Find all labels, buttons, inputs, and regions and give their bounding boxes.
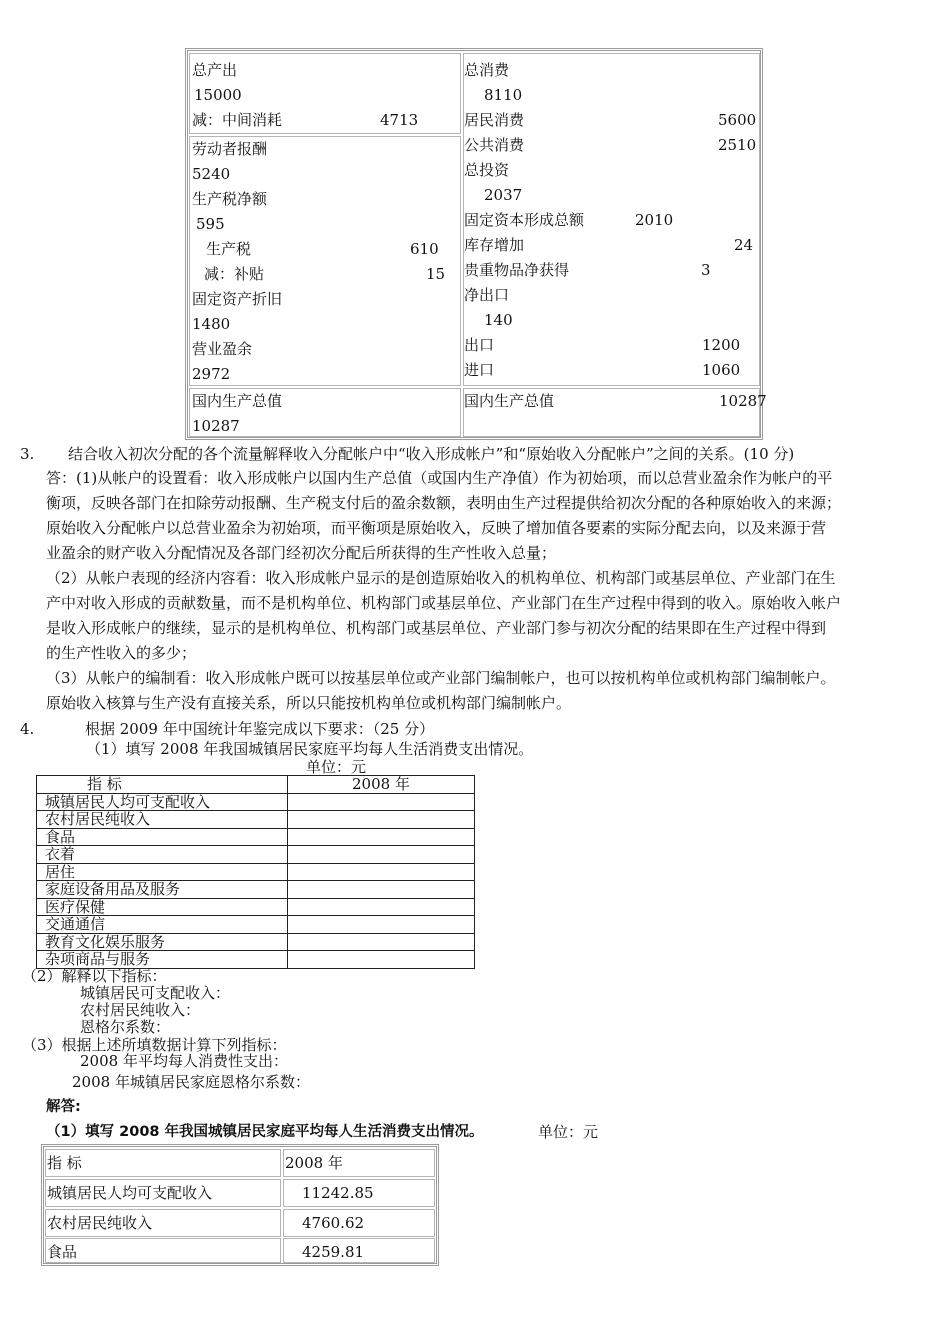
account-value: 610: [410, 240, 439, 258]
row-label: 城镇居民人均可支配收入: [37, 793, 288, 811]
account-text: 公共消费: [464, 136, 525, 154]
account-value: 8110: [484, 86, 523, 104]
table-row: [37, 846, 475, 864]
account-text: 固定资产折旧: [192, 290, 283, 308]
account-text: 贵重物品净获得: [464, 261, 570, 279]
sub3-item: 2008 年平均每人消费性支出：: [80, 1052, 288, 1070]
account-value: 140: [484, 311, 513, 329]
account-value: 1060: [702, 361, 741, 379]
account-left-middle-cell: [189, 136, 461, 386]
table-row: [37, 951, 475, 969]
account-text: 减：补贴: [204, 265, 265, 283]
answer-line: 答：(1)从帐户的设置看：收入形成帐户以国内生产总值（或国内生产净值）作为初始项，而以总营业盈余作为帐户的平: [46, 469, 833, 487]
row-label: 医疗保健: [37, 898, 288, 916]
account-left-bottom-cell: [189, 388, 461, 437]
account-value: 3: [701, 261, 711, 279]
account-text: 总消费: [464, 61, 510, 79]
account-text: 生产税: [206, 240, 252, 258]
answer-line: （3）从帐户的编制看：收入形成帐户既可以按基层单位或产业部门编制帐户，也可以按机构单位或机构部门编制帐户。: [46, 669, 836, 687]
account-text: 国内生产总值: [192, 392, 283, 410]
account-text: 进口: [464, 361, 495, 379]
question-4-title: 根据 2009 年中国统计年鉴完成以下要求：（25 分）: [85, 720, 435, 738]
row-value-blank[interactable]: [288, 828, 475, 846]
row-value-blank[interactable]: [288, 881, 475, 899]
table-row: [37, 916, 475, 934]
account-value: 4713: [380, 111, 419, 129]
answer-row-label: 城镇居民人均可支配收入: [45, 1179, 281, 1207]
question-4-sub1: （1）填写 2008 年我国城镇居民家庭平均每人生活消费支出情况。: [86, 740, 534, 758]
header-year: 2008 年: [288, 776, 475, 794]
sub3-item: 2008 年城镇居民家庭恩格尔系数：: [72, 1073, 310, 1091]
answer-line: 原始收入核算与生产没有直接关系，所以只能按机构单位或机构部门编制帐户。: [46, 694, 572, 712]
row-label: 教育文化娱乐服务: [37, 933, 288, 951]
answer-row-value: 4760.62: [283, 1209, 435, 1237]
answer-row-value: 11242.85: [283, 1179, 435, 1207]
answer-line: 衡项，反映各部门在扣除劳动报酬、生产税支付后的盈余数额，表明由生产过程提供给初次分配的各种原始收入的来源；: [46, 494, 842, 512]
question-3-number: 3.: [20, 445, 35, 463]
account-value: 2037: [484, 186, 523, 204]
answer-title: （1）填写 2008 年我国城镇居民家庭平均每人生活消费支出情况。: [46, 1124, 484, 1140]
table-row: [37, 863, 475, 881]
account-text: 固定资本形成总额: [464, 211, 585, 229]
account-text: 居民消费: [464, 111, 525, 129]
account-text: 净出口: [464, 286, 510, 304]
answer-header-year: 2008 年: [283, 1149, 435, 1177]
question-4-sub2: （2）解释以下指标：: [22, 967, 167, 985]
answer-label: 解答:: [46, 1099, 81, 1115]
account-text: 总产出: [192, 61, 238, 79]
row-label: 家庭设备用品及服务: [37, 881, 288, 899]
table-row: [37, 881, 475, 899]
table-header-row: [37, 776, 475, 794]
answer-row-label: 农村居民纯收入: [45, 1209, 281, 1237]
account-value: 15: [426, 265, 446, 283]
question-4-sub3: （3）根据上述所填数据计算下列指标：: [22, 1036, 287, 1054]
answer-line: 原始收入分配帐户以总营业盈余为初始项，而平衡项是原始收入，反映了增加值各要素的实际分配去向，以及来源于营: [46, 519, 827, 537]
row-label: 交通通信: [37, 916, 288, 934]
table-row: [37, 828, 475, 846]
account-value: 10287: [719, 392, 767, 410]
row-value-blank[interactable]: [288, 811, 475, 829]
row-value-blank[interactable]: [288, 933, 475, 951]
account-value: 1200: [702, 336, 741, 354]
account-text: 营业盈余: [192, 340, 253, 358]
row-value-blank[interactable]: [288, 846, 475, 864]
sub2-item: 城镇居民可支配收入：: [80, 984, 231, 1002]
answer-table: [41, 1144, 439, 1266]
answer-header-indicator: 指 标: [45, 1149, 281, 1177]
header-indicator: 指 标: [37, 776, 288, 794]
table-row: [37, 933, 475, 951]
account-left-top-cell: [189, 53, 461, 134]
account-right-top-cell: [463, 53, 760, 386]
question-4-number: 4.: [20, 720, 35, 738]
table-row: [37, 898, 475, 916]
sub2-item: 恩格尔系数：: [80, 1018, 171, 1036]
row-label: 农村居民纯收入: [37, 811, 288, 829]
account-text: 生产税净额: [192, 190, 268, 208]
answer-unit: 单位：元: [538, 1123, 599, 1141]
answer-line: 业盈余的财产收入分配情况及各部门经初次分配后所获得的生产性收入总量；: [46, 544, 557, 562]
account-text: 减：中间消耗: [192, 111, 283, 129]
row-value-blank[interactable]: [288, 898, 475, 916]
account-value: 10287: [192, 417, 240, 435]
row-label: 衣着: [37, 846, 288, 864]
row-value-blank[interactable]: [288, 793, 475, 811]
account-value: 2510: [718, 136, 757, 154]
account-value: 24: [734, 236, 754, 254]
question-3-title: 结合收入初次分配的各个流量解释收入分配帐户中“收入形成帐户”和“原始收入分配帐户”之间的关系。(10 分): [68, 445, 795, 463]
account-value: 2010: [635, 211, 674, 229]
answer-row-label: 食品: [45, 1238, 281, 1263]
row-label: 居住: [37, 863, 288, 881]
answer-line: 是收入形成帐户的继续，显示的是机构单位、机构部门或基层单位、产业部门参与初次分配的结果即在生产过程中得到: [46, 619, 827, 637]
row-label: 食品: [37, 828, 288, 846]
account-value: 5600: [718, 111, 757, 129]
answer-line: 产中对收入形成的贡献数量，而不是机构单位、机构部门或基层单位、产业部门在生产过程中得到的收入。原始收入帐户: [46, 594, 842, 612]
account-value: 2972: [192, 365, 231, 383]
row-label: 杂项商品与服务: [37, 951, 288, 969]
unit-label: 单位：元: [306, 758, 367, 776]
question-3-answer: [46, 466, 841, 716]
answer-row-value: 4259.81: [283, 1238, 435, 1263]
account-table: [185, 48, 767, 440]
account-right-bottom-cell: [463, 388, 767, 437]
row-value-blank[interactable]: [288, 951, 475, 969]
row-value-blank[interactable]: [288, 863, 475, 881]
account-value: 5240: [192, 165, 231, 183]
sub2-item: 农村居民纯收入：: [80, 1001, 201, 1019]
account-text: 劳动者报酬: [192, 140, 268, 158]
table-row: [37, 793, 475, 811]
blank-table: [36, 775, 475, 969]
table-row: [37, 811, 475, 829]
account-value: 595: [196, 215, 225, 233]
account-text: 国内生产总值: [464, 392, 555, 410]
answer-line: （2）从帐户表现的经济内容看：收入形成帐户显示的是创造原始收入的机构单位、机构部门或基层单位、产业部门在生: [46, 569, 836, 587]
account-text: 总投资: [464, 161, 510, 179]
row-value-blank[interactable]: [288, 916, 475, 934]
account-text: 出口: [464, 336, 495, 354]
answer-line: 的生产性收入的多少；: [46, 644, 197, 662]
account-value: 1480: [192, 315, 231, 333]
account-text: 库存增加: [464, 236, 525, 254]
account-text: 15000: [194, 86, 242, 104]
